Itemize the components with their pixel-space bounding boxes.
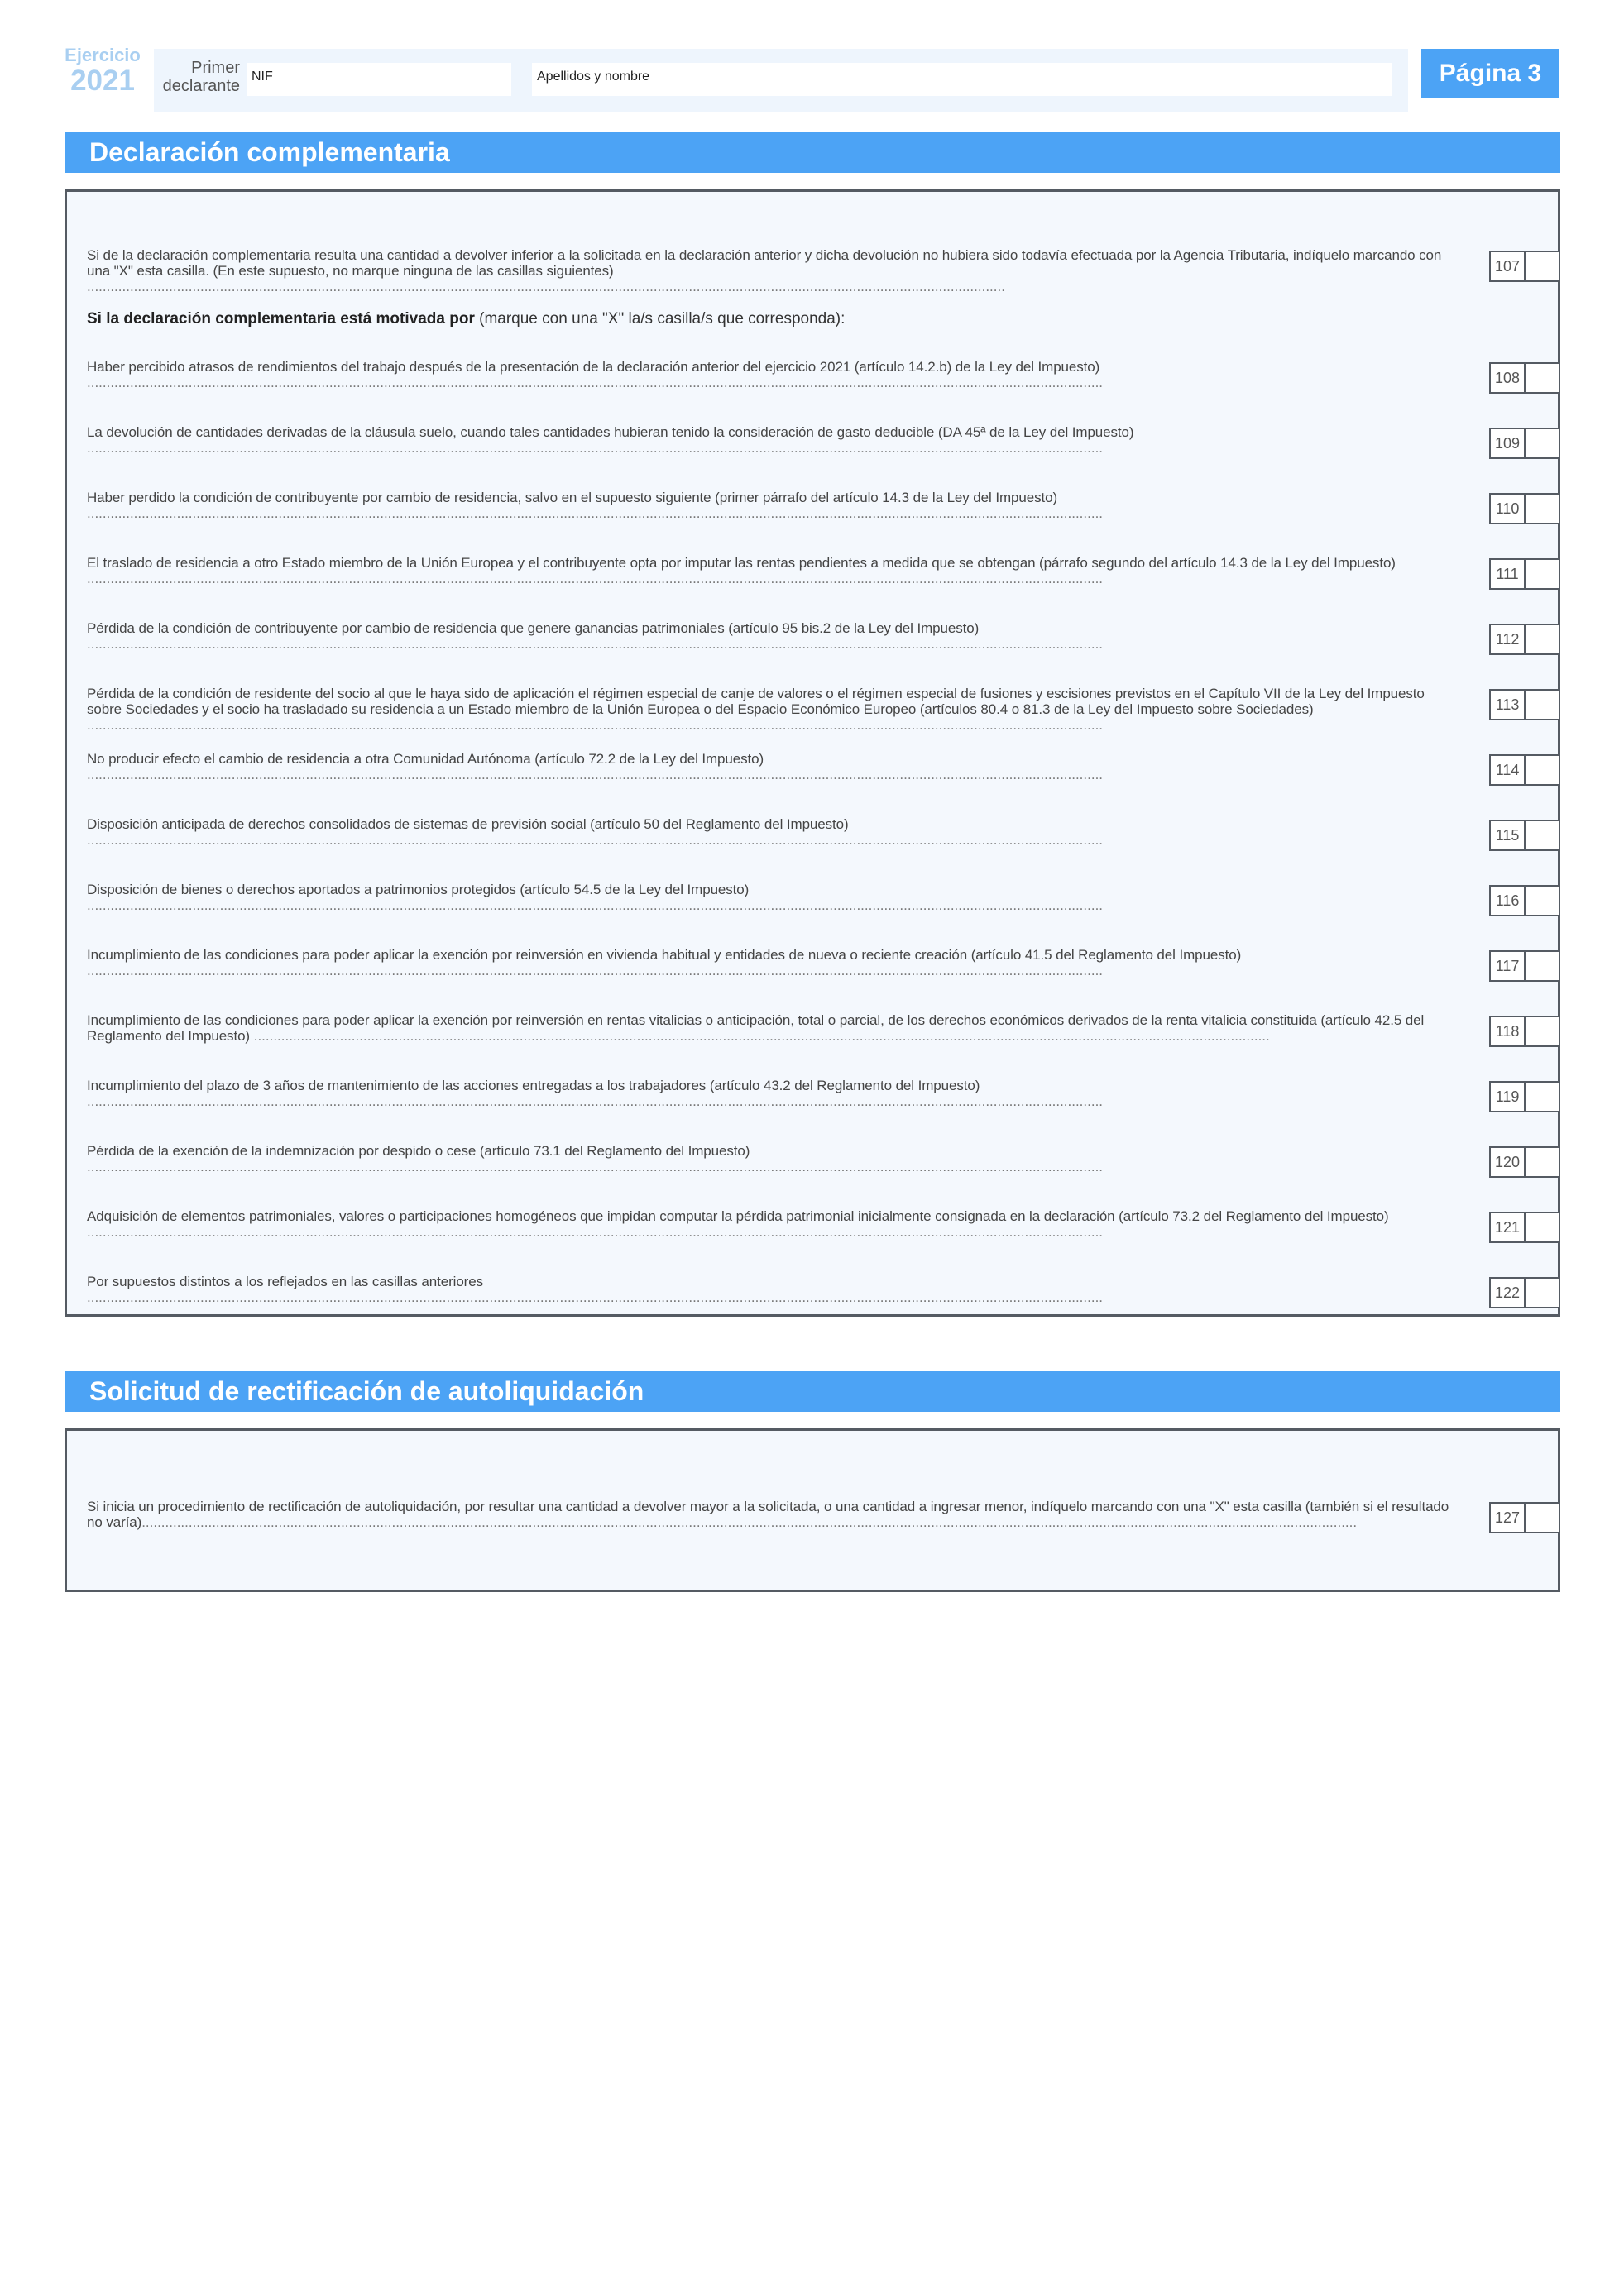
checkbox-116-number: 116 xyxy=(1491,887,1526,915)
checkbox-115-number: 115 xyxy=(1491,821,1526,849)
checkbox-113-number: 113 xyxy=(1491,691,1526,719)
row-109-text xyxy=(87,424,1457,456)
checkbox-113-input[interactable] xyxy=(1526,691,1559,719)
checkbox-119-number: 119 xyxy=(1491,1083,1526,1111)
checkbox-111-number: 111 xyxy=(1491,560,1526,588)
leader-dots: ....................................................................................................................................................................................................................................................................................................................... xyxy=(141,1514,1358,1530)
leader-dots: .................................................................................................................................................................................................................................................................... xyxy=(87,1093,1104,1109)
row-119-text xyxy=(87,1078,1457,1109)
section-title-rectificacion: Solicitud de rectificación de autoliquidación xyxy=(65,1371,1560,1412)
section-title-complementaria: Declaración complementaria xyxy=(65,132,1560,173)
nif-label: NIF xyxy=(252,69,273,84)
row-116-label: Disposición de bienes o derechos aportados a patrimonios protegidos (artículo 54.5 de la Ley del Impuesto) xyxy=(87,882,750,897)
row-120-text xyxy=(87,1143,1457,1174)
checkbox-121-number: 121 xyxy=(1491,1213,1526,1241)
leader-dots: .................................................................................................................................................................................................................................................................... xyxy=(87,832,1104,848)
row-127 xyxy=(87,1497,1526,1530)
row-122-label: Por supuestos distintos a los reflejados en las casillas anteriores xyxy=(87,1274,483,1289)
row-114 xyxy=(87,749,1526,782)
checkbox-109-input[interactable] xyxy=(1526,429,1559,457)
checkbox-120 xyxy=(1489,1146,1560,1178)
checkbox-109-number: 109 xyxy=(1491,429,1526,457)
row-122 xyxy=(87,1272,1526,1305)
checkbox-116-input[interactable] xyxy=(1526,887,1559,915)
checkbox-112-input[interactable] xyxy=(1526,625,1559,653)
row-121-text xyxy=(87,1208,1457,1240)
checkbox-114 xyxy=(1489,754,1560,786)
leader-dots: .................................................................................................................................................................................................................................................................... xyxy=(87,375,1104,390)
leader-dots: .................................................................................................................................................................................................................................................................... xyxy=(87,1224,1104,1240)
row-119 xyxy=(87,1076,1526,1109)
complementaria-panel xyxy=(65,189,1560,1317)
page-number-badge: Página 3 xyxy=(1421,49,1559,98)
checkbox-122-number: 122 xyxy=(1491,1279,1526,1307)
row-114-label: No producir efecto el cambio de residencia a otra Comunidad Autónoma (artículo 72.2 de la Ley del Impuesto) xyxy=(87,751,764,767)
checkbox-118-number: 118 xyxy=(1491,1017,1526,1045)
leader-dots: .................................................................................................................................................................................................................................................................... xyxy=(87,636,1104,652)
checkbox-108-input[interactable] xyxy=(1526,364,1559,392)
motivation-intro-bold: Si la declaración complementaria está motivada por xyxy=(87,310,475,328)
row-112 xyxy=(87,619,1526,652)
checkbox-116 xyxy=(1489,885,1560,916)
row-115-label: Disposición anticipada de derechos consolidados de sistemas de previsión social (artículo 50 del Reglamento del Impuesto) xyxy=(87,816,849,832)
checkbox-118 xyxy=(1489,1016,1560,1047)
leader-dots: .................................................................................................................................................................................................................................................................... xyxy=(87,571,1104,586)
row-121 xyxy=(87,1207,1526,1240)
checkbox-117-number: 117 xyxy=(1491,952,1526,980)
checkbox-114-number: 114 xyxy=(1491,756,1526,784)
row-107-text xyxy=(87,247,1457,294)
row-111-text xyxy=(87,555,1457,586)
declarante-band xyxy=(154,49,1408,112)
apellidos-nombre-label: Apellidos y nombre xyxy=(537,69,650,84)
checkbox-120-number: 120 xyxy=(1491,1148,1526,1176)
row-109-label: La devolución de cantidades derivadas de la cláusula suelo, cuando tales cantidades hubieran tenido la consideración de gasto deducible (DA 45ª de la Ley del Impuesto) xyxy=(87,424,1134,440)
leader-dots: .................................................................................................................................................................................................................................................................... xyxy=(87,505,1104,521)
checkbox-117-input[interactable] xyxy=(1526,952,1559,980)
checkbox-115-input[interactable] xyxy=(1526,821,1559,849)
row-120 xyxy=(87,1141,1526,1174)
row-113-text xyxy=(87,686,1457,733)
checkbox-112-number: 112 xyxy=(1491,625,1526,653)
motivation-intro-rest: (marque con una "X" la/s casilla/s que corresponda): xyxy=(474,310,846,328)
checkbox-113 xyxy=(1489,689,1560,720)
row-121-label: Adquisición de elementos patrimoniales, valores o participaciones homogéneos que impidan computar la pérdida patrimonial inicialmente consignada en la declaración (artículo 73.2 del Reglamento del Impuesto) xyxy=(87,1208,1389,1224)
nif-field[interactable] xyxy=(247,63,511,96)
checkbox-122 xyxy=(1489,1277,1560,1308)
row-108-label: Haber percibido atrasos de rendimientos del trabajo después de la presentación de la declaración anterior del ejercicio 2021 (artículo 14.2.b) de la Ley del Impuesto) xyxy=(87,359,1100,375)
checkbox-108-number: 108 xyxy=(1491,364,1526,392)
checkbox-107-input[interactable] xyxy=(1526,252,1559,280)
checkbox-117 xyxy=(1489,950,1560,982)
checkbox-122-input[interactable] xyxy=(1526,1279,1559,1307)
motivation-intro xyxy=(87,310,845,328)
checkbox-110-number: 110 xyxy=(1491,495,1526,523)
row-108 xyxy=(87,357,1526,390)
checkbox-119 xyxy=(1489,1081,1560,1112)
row-117-label: Incumplimiento de las condiciones para poder aplicar la exención por reinversión en vivienda habitual y entidades de nueva o reciente creación (artículo 41.5 del Reglamento del Impuesto) xyxy=(87,947,1242,963)
row-115-text xyxy=(87,816,1457,848)
checkbox-112 xyxy=(1489,624,1560,655)
checkbox-127-input[interactable] xyxy=(1526,1504,1559,1532)
row-110 xyxy=(87,488,1526,521)
ejercicio-label: Ejercicio xyxy=(65,45,141,65)
row-119-label: Incumplimiento del plazo de 3 años de mantenimiento de las acciones entregadas a los trabajadores (artículo 43.2 del Reglamento del Impuesto) xyxy=(87,1078,980,1093)
leader-dots: .................................................................................................................................................................................................................................................................... xyxy=(87,1159,1104,1174)
leader-dots: .................................................................................................................................................................................................................................................................... xyxy=(87,440,1104,456)
checkbox-127 xyxy=(1489,1502,1560,1533)
leader-dots: .................................................................................................................................................................................................................................................................... xyxy=(87,717,1104,733)
rectificacion-panel xyxy=(65,1428,1560,1592)
row-115 xyxy=(87,815,1526,848)
ejercicio-year: 2021 xyxy=(70,65,135,97)
row-109 xyxy=(87,423,1526,456)
row-127-text xyxy=(87,1499,1457,1530)
checkbox-118-input[interactable] xyxy=(1526,1017,1559,1045)
checkbox-111 xyxy=(1489,558,1560,590)
leader-dots: .................................................................................................................................................................................................................................................................... xyxy=(87,897,1104,913)
apellidos-nombre-field[interactable] xyxy=(532,63,1392,96)
leader-dots: .................................................................................................................................................................................................................................................................... xyxy=(250,1028,1270,1044)
checkbox-107 xyxy=(1489,251,1560,282)
checkbox-119-input[interactable] xyxy=(1526,1083,1559,1111)
checkbox-107-number: 107 xyxy=(1491,252,1526,280)
row-113 xyxy=(87,684,1526,733)
row-108-text xyxy=(87,359,1457,390)
row-118-text xyxy=(87,1012,1457,1044)
declarante-label xyxy=(154,59,240,95)
checkbox-115 xyxy=(1489,820,1560,851)
checkbox-114-input[interactable] xyxy=(1526,756,1559,784)
row-116-text xyxy=(87,882,1457,913)
row-112-label: Pérdida de la condición de contribuyente por cambio de residencia que genere ganancias patrimoniales (artículo 95 bis.2 de la Ley del Impuesto) xyxy=(87,620,980,636)
row-112-text xyxy=(87,620,1457,652)
declarante-line2: declarante xyxy=(162,77,240,95)
declarante-line1: Primer xyxy=(191,59,240,77)
row-117 xyxy=(87,945,1526,978)
row-110-label: Haber perdido la condición de contribuyente por cambio de residencia, salvo en el supuesto siguiente (primer párrafo del artículo 14.3 de la Ley del Impuesto) xyxy=(87,490,1058,505)
row-118-label: Incumplimiento de las condiciones para poder aplicar la exención por reinversión en rentas vitalicias o anticipación, total o parcial, de los derechos económicos derivados de la renta vitalicia constituida (artículo 42.5 del Reglamento del Impuesto) xyxy=(87,1012,1425,1044)
row-107 xyxy=(87,237,1526,294)
ejercicio-block xyxy=(65,45,141,97)
leader-dots: .................................................................................................................................................................................................................................................................... xyxy=(87,1289,1104,1305)
checkbox-110-input[interactable] xyxy=(1526,495,1559,523)
leader-dots: .................................................................................................................................................................................................................................................................... xyxy=(87,963,1104,978)
row-114-text xyxy=(87,751,1457,782)
row-122-text xyxy=(87,1274,1457,1305)
row-113-label: Pérdida de la condición de residente del socio al que le haya sido de aplicación el régimen especial de canje de valores o el régimen especial de fusiones y escisiones previstos en el Capítulo VII de la Ley del Impuesto sobre Sociedades y el socio ha trasladado su residencia a un Estado miembro de la Unión Europea o del Espacio Económico Europeo (artículos 80.4 o 81.3 de la Ley del Impuesto sobre Sociedades) xyxy=(87,686,1425,717)
row-111 xyxy=(87,553,1526,586)
row-117-text xyxy=(87,947,1457,978)
checkbox-120-input[interactable] xyxy=(1526,1148,1559,1176)
row-118 xyxy=(87,1011,1526,1044)
row-127-label: Si inicia un procedimiento de rectificación de autoliquidación, por resultar una cantidad a devolver mayor a la solicitada, o una cantidad a ingresar menor, indíquelo marcando con una "X" esta casilla (también si el resultado no varía) xyxy=(87,1499,1449,1530)
row-120-label: Pérdida de la exención de la indemnización por despido o cese (artículo 73.1 del Reglamento del Impuesto) xyxy=(87,1143,750,1159)
row-110-text xyxy=(87,490,1457,521)
checkbox-121-input[interactable] xyxy=(1526,1213,1559,1241)
leader-dots: .................................................................................................................................................................................................................................................................... xyxy=(87,767,1104,782)
checkbox-109 xyxy=(1489,428,1560,459)
leader-dots: ........................................................................................................................................................................................................................................... xyxy=(87,279,1005,294)
checkbox-111-input[interactable] xyxy=(1526,560,1559,588)
checkbox-108 xyxy=(1489,362,1560,394)
row-107-label: Si de la declaración complementaria resulta una cantidad a devolver inferior a la solicitada en la declaración anterior y dicha devolución no hubiera sido todavía efectuada por la Agencia Tributaria, indíquelo marcando con una "X" esta casilla. (En este supuesto, no marque ninguna de las casillas siguientes) xyxy=(87,247,1442,279)
row-111-label: El traslado de residencia a otro Estado miembro de la Unión Europea y el contribuyente opta por imputar las rentas pendientes a medida que se obtengan (párrafo segundo del artículo 14.3 de la Ley del Impuesto) xyxy=(87,555,1396,571)
checkbox-110 xyxy=(1489,493,1560,524)
row-116 xyxy=(87,880,1526,913)
checkbox-127-number: 127 xyxy=(1491,1504,1526,1532)
checkbox-121 xyxy=(1489,1212,1560,1243)
